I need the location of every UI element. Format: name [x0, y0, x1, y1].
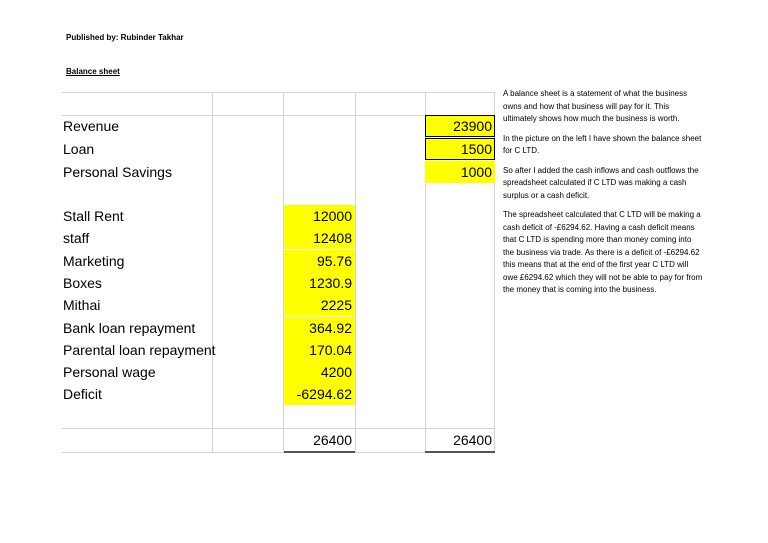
cell-expenses-total[interactable]: 26400 [313, 432, 352, 448]
row-label-personal-savings: Personal Savings [63, 164, 172, 180]
cell-bank-loan-repayment-value[interactable]: 364.92 [284, 317, 355, 339]
row-label-deficit: Deficit [63, 386, 102, 402]
row-label-staff: staff [63, 230, 90, 246]
description-text [503, 88, 703, 304]
grid-line [355, 92, 356, 452]
cell-boxes-value[interactable]: 1230.9 [284, 272, 355, 294]
total-underline [425, 451, 495, 453]
total-underline [284, 451, 355, 453]
cell-deficit-value[interactable]: -6294.62 [284, 383, 355, 405]
row-label-mithai: Mithai [63, 297, 101, 313]
row-label-personal-wage: Personal wage [63, 364, 156, 380]
row-label-stall-rent: Stall Rent [63, 208, 124, 224]
cell-marketing-value[interactable]: 95.76 [284, 250, 355, 272]
row-label-parental-loan-repayment: Parental loan repayment [63, 342, 216, 358]
cell-revenue-value[interactable]: 23900 [425, 115, 495, 137]
cell-income-total[interactable]: 26400 [453, 432, 492, 448]
row-label-bank-loan-repayment: Bank loan repayment [63, 320, 196, 336]
cell-stall-rent-value[interactable]: 12000 [284, 205, 355, 227]
description-paragraph: The spreadsheet calculated that C LTD will be making a cash deficit of -£6294.62. Having a cash deficit means that C LTD is spending more than money coming into the business via trade. As there is a deficit of -£6294.62 this means that at the end of the first year C LTD will owe £6294.62 which they will not be able to pay for from the money that is coming into the business. [503, 210, 703, 294]
description-paragraph: A balance sheet is a statement of what the business owns and how that business will pay for it. This ultimately shows how much the business is worth. [503, 89, 688, 123]
row-label-marketing: Marketing [63, 253, 125, 269]
sheet-title: Balance sheet [66, 67, 120, 76]
grid-line [212, 92, 213, 452]
row-label-revenue: Revenue [63, 118, 120, 134]
row-label-loan: Loan [63, 141, 95, 157]
cell-staff-value[interactable]: 12408 [284, 227, 355, 249]
cell-personal-savings-value[interactable]: 1000 [425, 161, 495, 183]
row-label-boxes: Boxes [63, 275, 102, 291]
description-paragraph: So after I added the cash inflows and cash outflows the spreadsheet calculated if C LTD was making a cash surplus or a cash deficit. [503, 165, 699, 200]
cell-personal-wage-value[interactable]: 4200 [284, 361, 355, 383]
cell-mithai-value[interactable]: 2225 [284, 294, 355, 316]
description-paragraph: In the picture on the left I have shown the balance sheet for C LTD. [503, 133, 702, 155]
cell-loan-value[interactable]: 1500 [425, 138, 495, 160]
cell-parental-loan-repayment-value[interactable]: 170.04 [284, 339, 355, 361]
publisher-line: Published by: Rubinder Takhar [66, 33, 184, 42]
grid-line [62, 92, 495, 93]
